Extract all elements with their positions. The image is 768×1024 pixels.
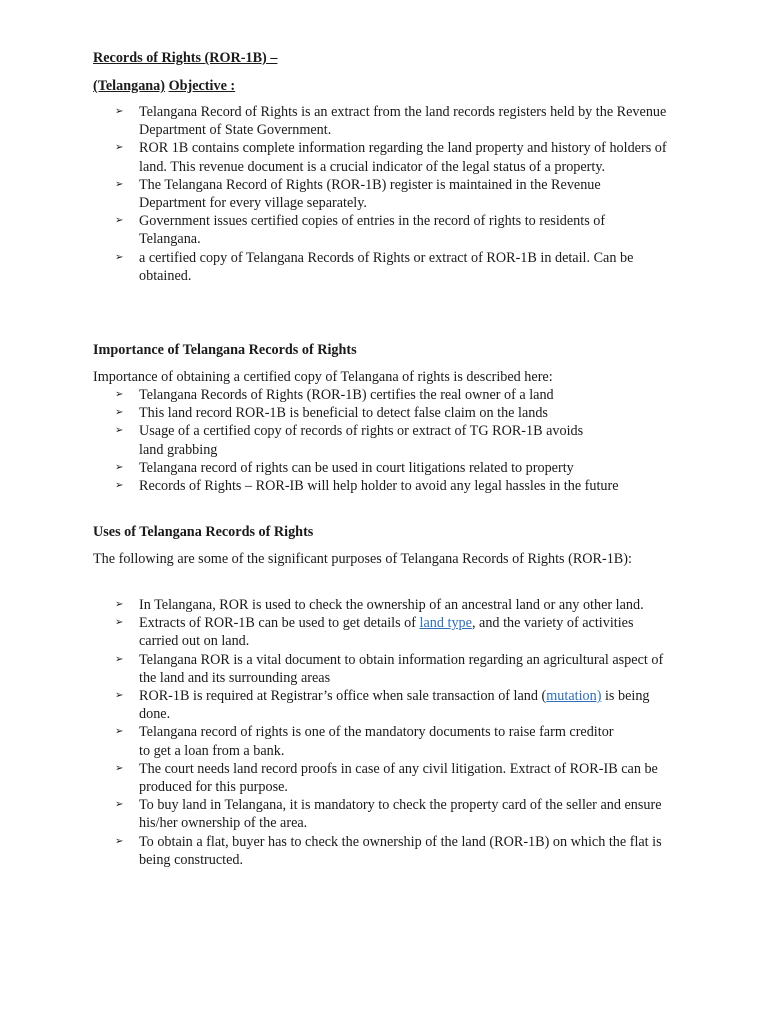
list-item: ➢ ROR 1B contains complete information regarding the land property and history of holders of land. This revenue document is a crucial indicator of the legal status of a property. — [115, 140, 667, 175]
uses-intro: The following are some of the significant purposes of Telangana Records of Rights (ROR-1B): — [93, 551, 632, 567]
bullet-arrow-icon: ➢ — [115, 106, 124, 117]
objective-label: Objective : — [168, 78, 236, 94]
list-item: ➢ Telangana Record of Rights is an extract from the land records registers held by the Revenue Department of State Government. — [115, 104, 667, 139]
uses-heading: Uses of Telangana Records of Rights — [93, 524, 314, 540]
list-item: ➢ Telangana ROR is a vital document to obtain information regarding an agricultural aspect of the land and its surrounding areas — [115, 651, 664, 686]
region-label: (Telangana) — [93, 78, 166, 94]
list-item: ➢ Telangana record of rights can be used in court litigations related to property — [115, 459, 574, 476]
list-item: ➢ Records of Rights – ROR-IB will help holder to avoid any legal hassles in the future — [115, 478, 619, 495]
uses-list — [93, 596, 668, 869]
list-item: ➢ Government issues certified copies of entries in the record of rights to residents of Telangana. — [115, 213, 606, 248]
bullet-arrow-icon: ➢ — [115, 690, 124, 702]
list-item: ➢ To buy land in Telangana, it is mandatory to check the property card of the seller and ensure his/her ownership of the area. — [115, 797, 662, 832]
list-item: ➢ This land record ROR-1B is beneficial to detect false claim on the lands — [115, 405, 548, 422]
list-item: ➢ Telangana record of rights is one of the mandatory documents to raise farm creditor to get a loan from a bank. — [115, 724, 614, 759]
bullet-arrow-icon: ➢ — [115, 799, 124, 811]
objective-list — [93, 103, 668, 285]
bullet-arrow-icon: ➢ — [115, 251, 124, 263]
bullet-arrow-icon: ➢ — [115, 178, 124, 190]
bullet-arrow-icon: ➢ — [115, 480, 124, 492]
objective-heading — [93, 77, 668, 95]
list-item: ➢ To obtain a flat, buyer has to check the ownership of the land (ROR-1B) on which the flat is being constructed. — [115, 833, 662, 868]
bullet-arrow-icon: ➢ — [115, 425, 124, 437]
bullet-arrow-icon: ➢ — [115, 215, 124, 227]
bullet-arrow-icon: ➢ — [115, 762, 124, 774]
bullet-arrow-icon: ➢ — [115, 835, 124, 847]
bullet-arrow-icon: ➢ — [115, 407, 124, 419]
bullet-arrow-icon: ➢ — [115, 461, 124, 473]
land-type-link[interactable]: land type — [419, 615, 472, 632]
list-item: ➢ ROR-1B is required at Registrar’s office when sale transaction of land (mutation) is being done. — [115, 688, 650, 723]
list-item: ➢ The Telangana Record of Rights (ROR-1B) register is maintained in the Revenue Department for every village separately. — [115, 176, 601, 212]
list-item: ➢ The court needs land record proofs in case of any civil litigation. Extract of ROR-IB can be produced for this purpose. — [115, 760, 658, 796]
list-item: ➢ Extracts of ROR-1B can be used to get details of land type, and the variety of activities carried out on land. — [115, 615, 634, 650]
bullet-arrow-icon: ➢ — [115, 142, 124, 154]
bullet-arrow-icon: ➢ — [115, 617, 124, 629]
list-item: ➢ a certified copy of Telangana Records of Rights or extract of ROR-1B in detail. Can be obtained. — [115, 249, 634, 284]
bullet-arrow-icon: ➢ — [115, 599, 124, 610]
list-item: ➢ In Telangana, ROR is used to check the ownership of an ancestral land or any other land. — [115, 597, 644, 613]
bullet-arrow-icon: ➢ — [115, 389, 124, 400]
importance-heading: Importance of Telangana Records of Rights — [93, 342, 357, 358]
bullet-arrow-icon: ➢ — [115, 653, 124, 665]
document-title: Records of Rights (ROR-1B) – — [93, 50, 278, 66]
list-item: ➢ Usage of a certified copy of records of rights or extract of TG ROR-1B avoids land grabbing — [115, 423, 584, 458]
importance-intro: Importance of obtaining a certified copy of Telangana of rights is described here: — [93, 369, 553, 385]
list-item: ➢ Telangana Records of Rights (ROR-1B) certifies the real owner of a land — [115, 387, 554, 403]
bullet-arrow-icon: ➢ — [115, 726, 124, 738]
importance-list — [93, 386, 668, 495]
mutation-link[interactable]: mutation) — [546, 688, 602, 705]
